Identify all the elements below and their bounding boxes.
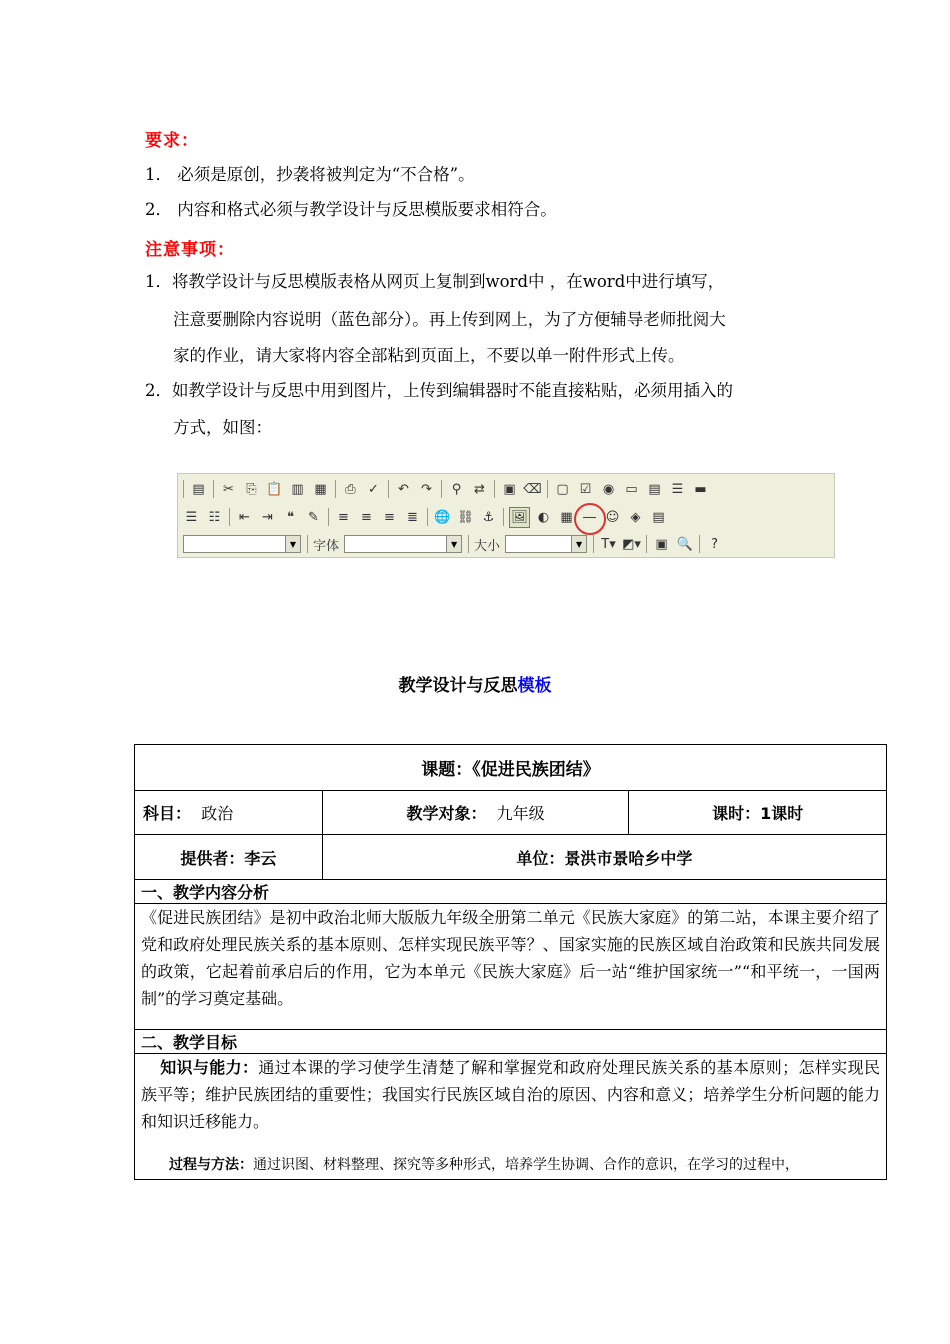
background-color-icon[interactable]: ◩▾ — [622, 536, 641, 552]
section1-body-row — [135, 904, 887, 1030]
goal1-paragraph — [141, 1054, 880, 1135]
lesson-table — [134, 744, 887, 1180]
size-select[interactable]: ▼ — [505, 535, 587, 553]
redo-icon[interactable]: ↷ — [421, 481, 432, 497]
hours-cell: 课时：1课时 — [629, 791, 887, 835]
requirement-item-1: 1． 必须是原创，抄袭将被判定为“不合格”。 — [145, 165, 475, 184]
goal2-paragraph — [141, 1155, 880, 1175]
subject-label: 科目： — [143, 804, 192, 823]
print-icon[interactable]: ⎙ — [345, 481, 356, 497]
section2-body-cell — [135, 1054, 887, 1180]
requirements-heading: 要求： — [145, 131, 199, 151]
goal2-label: 过程与方法： — [169, 1157, 253, 1173]
smiley-icon[interactable]: ☺ — [605, 509, 620, 525]
source-icon[interactable]: ▤ — [192, 481, 205, 497]
preview-icon[interactable]: 🔍 — [676, 536, 693, 552]
template-title-suffix: 模板 — [517, 676, 552, 696]
toolbar-row-1 — [180, 477, 712, 501]
outdent-icon[interactable]: ⇤ — [239, 509, 250, 525]
goal1-text: 通过本课的学习使学生清楚了解和掌握党和政府处理民族关系的基本原则；怎样实现民族平等；维护民族团结的重要性；我国实行民族区域自治的原因、内容和意义；培养学生分析问题的能力和知识迁移能力。 — [141, 1058, 880, 1131]
checkbox-icon[interactable]: ☑ — [579, 481, 592, 497]
section2-body-row — [135, 1054, 887, 1180]
info-row — [135, 791, 887, 835]
indent-icon[interactable]: ⇥ — [262, 509, 273, 525]
spellcheck-icon[interactable]: ✓ — [368, 481, 379, 497]
textfield-icon[interactable]: ▭ — [625, 481, 638, 497]
notes-heading: 注意事项： — [145, 240, 235, 260]
find-icon[interactable]: ⚲ — [451, 481, 462, 497]
provider-row — [135, 835, 887, 880]
unit-cell: 单位：景洪市景哈乡中学 — [322, 835, 886, 880]
align-left-icon[interactable]: ≡ — [338, 509, 349, 525]
copy-icon[interactable]: ⎘ — [246, 481, 257, 497]
table-icon[interactable]: ▦ — [560, 509, 573, 525]
note-2-line-1: 2．如教学设计与反思中用到图片，上传到编辑器时不能直接粘贴，必须用插入的 — [145, 381, 733, 400]
section1-heading-row — [135, 880, 887, 904]
anchor-icon[interactable]: ⚓ — [482, 509, 495, 525]
topic-row — [135, 745, 887, 791]
form-icon[interactable]: ▢ — [556, 481, 569, 497]
insert-image-icon[interactable]: 🖼 — [509, 507, 530, 528]
select-field-icon[interactable]: ☰ — [671, 481, 684, 497]
ordered-list-icon[interactable]: ☰ — [185, 509, 198, 525]
paste-word-icon[interactable]: ▦ — [314, 481, 327, 497]
align-right-icon[interactable]: ≡ — [384, 509, 395, 525]
font-select[interactable]: ▼ — [344, 535, 462, 553]
template-title-prefix: 教学设计与反思 — [398, 676, 518, 696]
note-1-line-3: 家的作业，请大家将内容全部粘到页面上，不要以单一附件形式上传。 — [173, 346, 685, 365]
unordered-list-icon[interactable]: ☷ — [208, 509, 221, 525]
replace-icon[interactable]: ⇄ — [474, 481, 485, 497]
help-icon[interactable]: ? — [711, 536, 718, 552]
unlink-icon[interactable]: ⛓ — [457, 509, 474, 525]
goal2-text: 通过识图、材料整理、探究等多种形式，培养学生协调、合作的意识，在学习的过程中， — [253, 1157, 799, 1173]
size-label: 大小 — [474, 538, 501, 554]
goal1-label: 知识与能力： — [160, 1058, 259, 1077]
remove-format-icon[interactable]: ⌫ — [523, 481, 542, 497]
align-center-icon[interactable]: ≡ — [361, 509, 372, 525]
audience-label: 教学对象： — [406, 804, 487, 823]
editor-toolbar-image — [177, 473, 835, 558]
audience-cell — [322, 791, 629, 835]
font-label: 字体 — [313, 538, 340, 554]
select-all-icon[interactable]: ▣ — [503, 481, 516, 497]
section1-body-cell — [135, 904, 887, 1030]
horizontal-rule-icon[interactable]: ― — [583, 509, 596, 525]
textarea-icon[interactable]: ▤ — [648, 481, 661, 497]
topic-cell: 课题：《促进民族团结》 — [135, 745, 887, 791]
subject-value: 政治 — [201, 804, 234, 823]
text-color-icon[interactable]: T▾ — [601, 536, 616, 552]
page-break-icon[interactable]: ▤ — [652, 509, 665, 525]
div-icon[interactable]: ✎ — [308, 509, 319, 525]
section1-heading: 一、教学内容分析 — [135, 880, 887, 904]
requirement-item-2: 2． 内容和格式必须与教学设计与反思模版要求相符合。 — [145, 200, 557, 219]
paste-text-icon[interactable]: ▥ — [291, 481, 304, 497]
special-char-icon[interactable]: ◈ — [630, 509, 641, 525]
provider-cell: 提供者：李云 — [135, 835, 323, 880]
link-icon[interactable]: 🌐 — [434, 509, 451, 525]
justify-icon[interactable]: ≣ — [407, 509, 418, 525]
note-2-line-2: 方式，如图： — [173, 418, 272, 437]
radio-icon[interactable]: ◉ — [602, 481, 615, 497]
section2-heading-row — [135, 1030, 887, 1054]
audience-value: 九年级 — [496, 804, 545, 823]
toolbar-row-3 — [180, 532, 726, 556]
section1-body: 《促进民族团结》是初中政治北师大版版九年级全册第二单元《民族大家庭》的第二站，本课主要介绍了党和政府处理民族关系的基本原则、怎样实现民族平等？、国家实施的民族区域自治政策和民族共同发展的政策，它起着前承启后的作用，它为本单元《民族大家庭》后一站“维护国家统一”“和平统一，一国两制”的学习奠定基础。 — [141, 908, 880, 1008]
button-field-icon[interactable]: ▬ — [694, 481, 707, 497]
format-select[interactable]: ▼ — [183, 535, 301, 553]
paste-icon[interactable]: 📋 — [266, 481, 283, 497]
maximize-icon[interactable]: ▣ — [655, 536, 668, 552]
cut-icon[interactable]: ✂ — [223, 481, 234, 497]
note-1-line-2: 注意要删除内容说明（蓝色部分）。再上传到网上，为了方便辅导老师批阅大 — [173, 310, 726, 329]
undo-icon[interactable]: ↶ — [398, 481, 409, 497]
template-title — [0, 671, 950, 696]
highlight-circle — [574, 503, 606, 535]
note-1-line-1: 1．将教学设计与反思模版表格从网页上复制到word中 ，在word中进行填写， — [145, 272, 725, 291]
subject-cell — [135, 791, 323, 835]
flash-icon[interactable]: ◐ — [537, 509, 550, 525]
blockquote-icon[interactable]: ❝ — [287, 509, 294, 525]
section2-heading: 二、教学目标 — [135, 1030, 887, 1054]
